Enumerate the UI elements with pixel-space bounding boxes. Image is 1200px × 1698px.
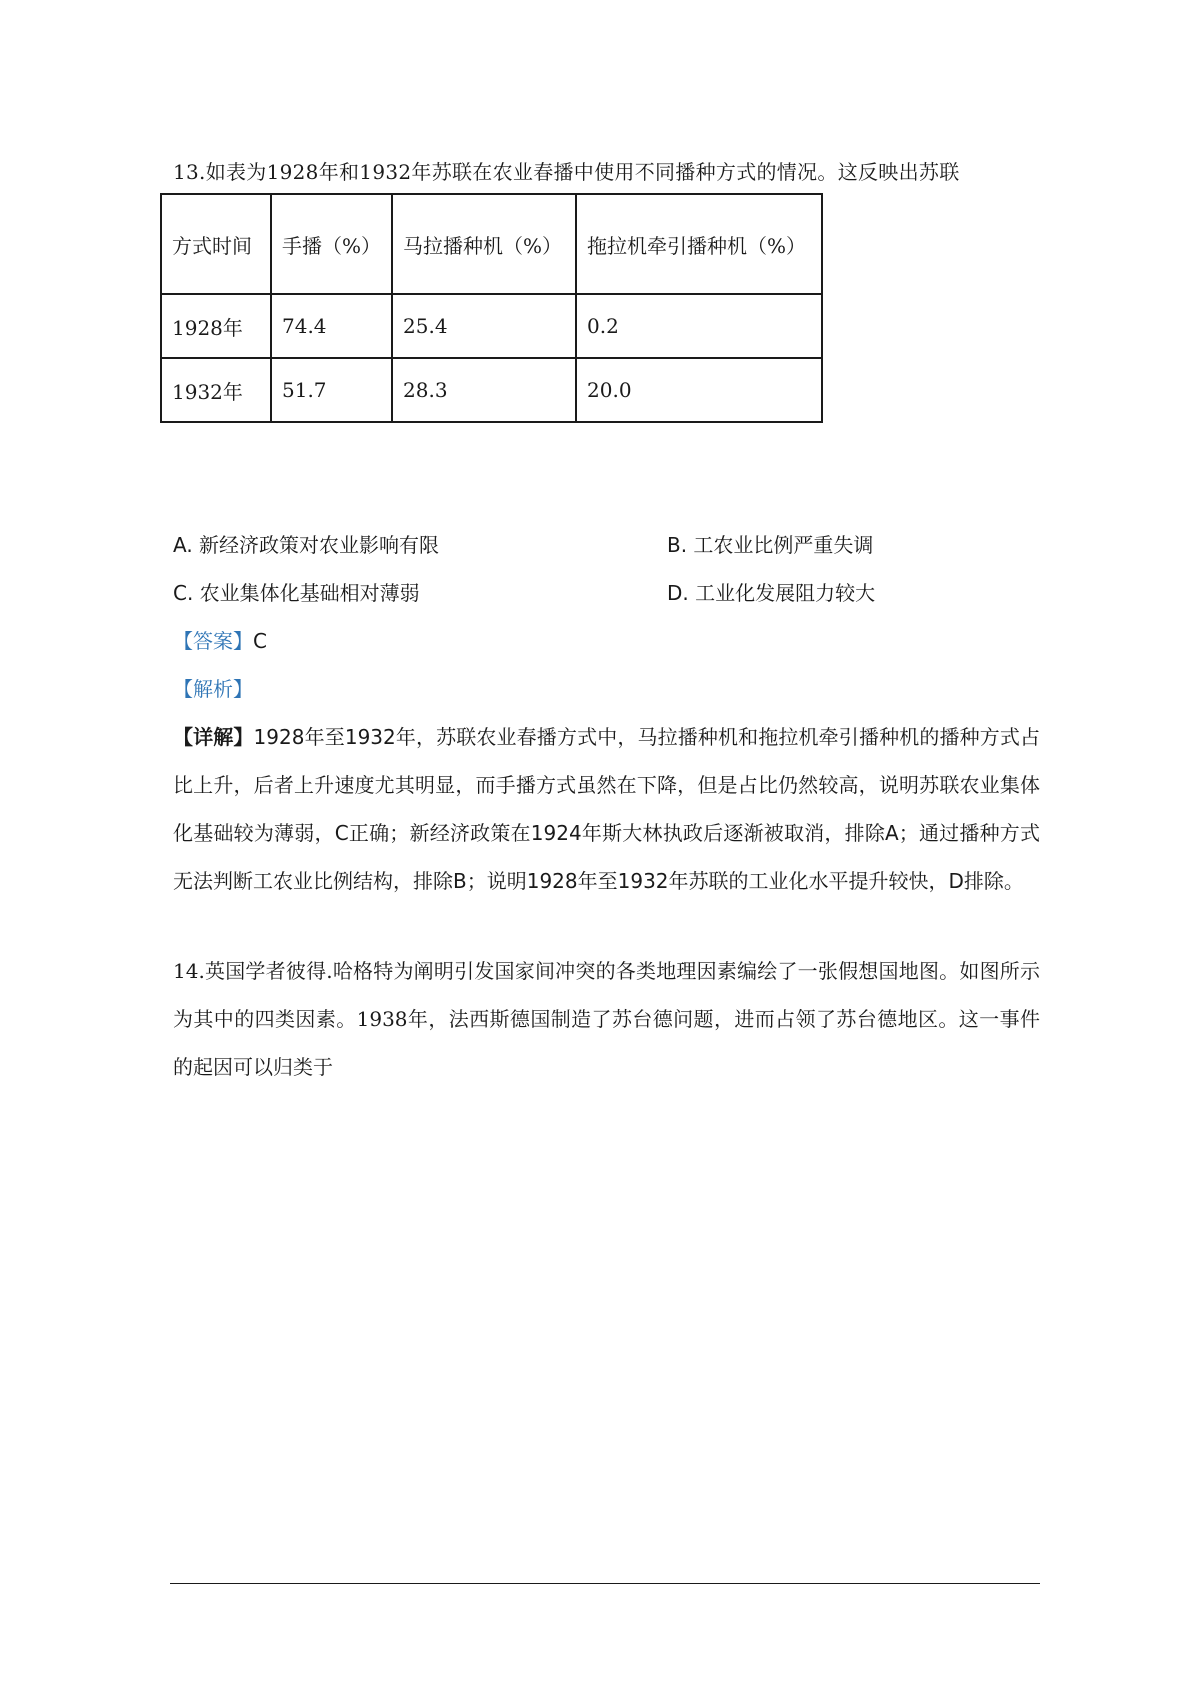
option-a: A. 新经济政策对农业影响有限 bbox=[173, 533, 440, 557]
table-cell: 28.3 bbox=[392, 358, 576, 422]
question-14-stem: 14.英国学者彼得.哈格特为阐明引发国家间冲突的各类地理因素编绘了一张假想国地图。如图所示为其中的四类因素。1938年，法西斯德国制造了苏台德问题，进而占领了苏台德地区。这一事件的起因可以归类于 bbox=[173, 959, 1040, 1079]
table-cell: 20.0 bbox=[576, 358, 822, 422]
option-d: D. 工业化发展阻力较大 bbox=[667, 581, 876, 605]
planting-methods-table bbox=[160, 193, 823, 423]
footer-divider bbox=[170, 1583, 1040, 1584]
table-cell: 1928年 bbox=[161, 294, 271, 358]
table-cell: 74.4 bbox=[271, 294, 392, 358]
table-cell: 1932年 bbox=[161, 358, 271, 422]
detail-tag: 【详解】 bbox=[173, 725, 254, 749]
table-cell: 25.4 bbox=[392, 294, 576, 358]
table-cell: 0.2 bbox=[576, 294, 822, 358]
question-13-stem: 13.如表为1928年和1932年苏联在农业春播中使用不同播种方式的情况。这反映出苏联 bbox=[173, 160, 960, 184]
table-cell: 51.7 bbox=[271, 358, 392, 422]
option-b: B. 工农业比例严重失调 bbox=[667, 533, 874, 557]
answer-value: C bbox=[253, 629, 267, 653]
table-row bbox=[161, 358, 822, 422]
detail-explanation bbox=[173, 713, 1040, 905]
table-header-cell: 马拉播种机（%） bbox=[392, 194, 576, 294]
answer-line bbox=[173, 625, 267, 654]
answer-tag: 【答案】 bbox=[173, 629, 253, 653]
table-header-row bbox=[161, 194, 822, 294]
table-row bbox=[161, 294, 822, 358]
analysis-tag: 【解析】 bbox=[173, 677, 253, 701]
table-header-cell: 方式时间 bbox=[161, 194, 271, 294]
table-header-cell: 手播（%） bbox=[271, 194, 392, 294]
table-header-cell: 拖拉机牵引播种机（%） bbox=[576, 194, 822, 294]
detail-text: 1928年至1932年，苏联农业春播方式中，马拉播种机和拖拉机牵引播种机的播种方式占比上升，后者上升速度尤其明显，而手播方式虽然在下降，但是占比仍然较高，说明苏联农业集体化基础较为薄弱，C正确；新经济政策在1924年斯大林执政后逐渐被取消，排除A；通过播种方式无法判断工农业比例结构，排除B；说明1928年至1932年苏联的工业化水平提升较快，D排除。 bbox=[173, 725, 1041, 893]
option-c: C. 农业集体化基础相对薄弱 bbox=[173, 581, 420, 605]
